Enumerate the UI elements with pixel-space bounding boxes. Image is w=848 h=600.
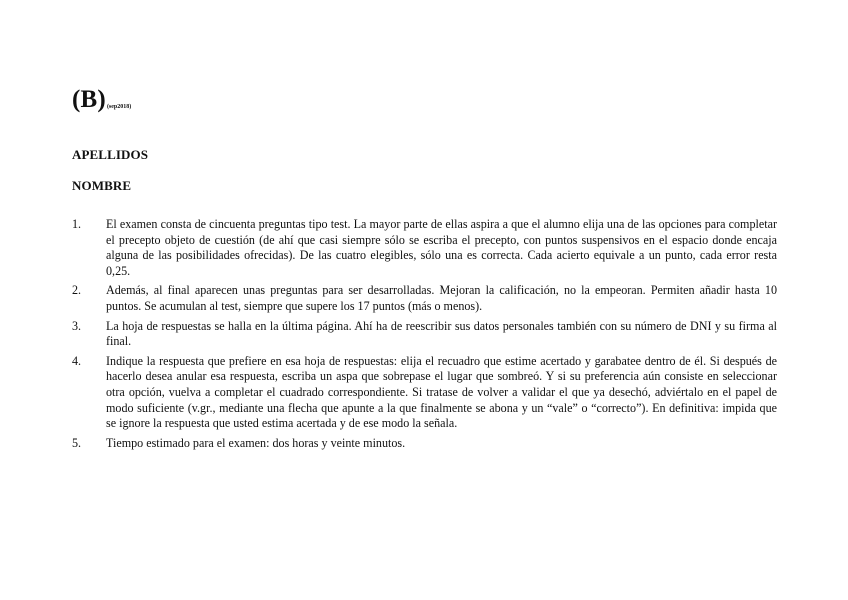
instruction-number: 2. [72,283,82,298]
instruction-number: 5. [72,435,82,450]
instruction-text: Indique la respuesta que prefiere en esa hoja de respuestas: elija el recuadro que estime acertado y garabatee dentro de él. Si después de hacerlo desea anular esa respuesta, escriba un aspa que sobrepase el lugar que sombreó. Y si su preferencia aún consiste en seleccionar otra opción, vuelva a completar el cuadrado correspondiente. Si tratase de volver a validar el que ya desechó, adviértalo en el papel de modo suficiente (v.gr., mediante una flecha que apunte a la que finalmente se abona y un “vale” o “correcto”). En definitiva: impida que se ignore la respuesta que usted estima acertada y de ese modo la señala. [106,353,777,431]
instruction-number: 4. [72,353,82,368]
exam-version-letter: (B) [72,86,106,113]
surname-label: APELLIDOS [72,147,149,162]
instruction-item [72,319,777,350]
instruction-item [72,283,777,314]
instructions-list [72,217,777,455]
exam-session-note: (sep2018) [106,104,132,110]
instruction-text: La hoja de respuestas se halla en la última página. Ahí ha de reescribir sus datos personales también con su número de DNI y su firma al final. [106,318,777,349]
instruction-text: Además, al final aparecen unas preguntas para ser desarrolladas. Mejoran la calificación, no la empeoran. Permiten añadir hasta 10 puntos. Se acumulan al test, siempre que supere los 17 puntos (más o menos). [106,283,777,313]
instruction-number: 1. [72,217,82,231]
instruction-item [72,354,777,432]
instruction-item [72,436,777,452]
name-label: NOMBRE [72,178,132,193]
exam-version-header [72,86,131,114]
instruction-item [72,217,777,279]
instruction-number: 3. [72,318,82,333]
instruction-text: El examen consta de cincuenta preguntas tipo test. La mayor parte de ellas aspira a que el alumno elija una de las opciones para completar el precepto objeto de cuestión (de ahí que casi siempre sólo se escriba el precepto, con puntos suspensivos en el espacio donde encaja alguna de las posibilidades ofrecidas). De las cuatro elegibles, sólo una es correcta. Cada acierto equivale a un punto, cada error resta 0,25. [106,217,777,278]
instruction-text: Tiempo estimado para el examen: dos horas y veinte minutos. [106,435,406,450]
